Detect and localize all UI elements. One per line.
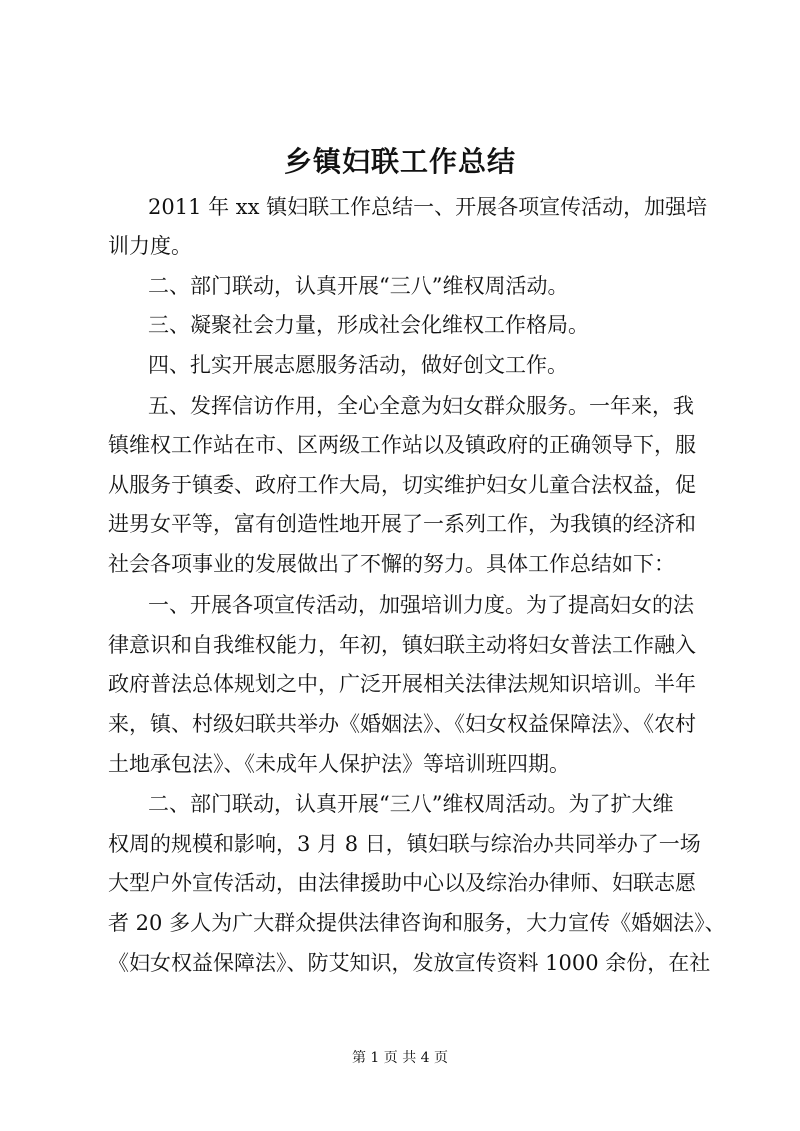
- document-title: 乡镇妇联工作总结: [283, 145, 516, 178]
- text-line: 2011 年 xx 镇妇联工作总结一、开展各项宣传活动，加强培: [148, 195, 708, 219]
- text-line: 三、凝聚社会力量，形成社会化维权工作格局。: [148, 313, 589, 337]
- text-line: 者 20 多人为广大群众提供法律咨询和服务，大力宣传《婚姻法》、: [108, 911, 726, 935]
- text-line: 权周的规模和影响，3 月 8 日，镇妇联与综治办共同举办了一场: [108, 832, 701, 856]
- text-line: 进男女平等，富有创造性地开展了一系列工作，为我镇的经济和: [108, 512, 696, 536]
- text-line: 从服务于镇委、政府工作大局，切实维护妇女儿童合法权益，促: [108, 473, 696, 497]
- text-line: 一、开展各项宣传活动，加强培训力度。为了提高妇女的法: [148, 593, 694, 617]
- page-number: 第 1 页 共 4 页: [351, 1050, 449, 1066]
- text-line: 《妇女权益保障法》、防艾知识，发放宣传资料 1000 余份，在社: [108, 951, 711, 975]
- text-line: 二、部门联动，认真开展“三八”维权周活动。: [148, 274, 569, 298]
- text-line: 五、发挥信访作用，全心全意为妇女群众服务。一年来，我: [148, 394, 694, 418]
- text-line: 政府普法总体规划之中，广泛开展相关法律法规知识培训。半年: [108, 672, 696, 696]
- text-line: 大型户外宣传活动，由法律援助中心以及综治办律师、妇联志愿: [108, 871, 696, 895]
- text-line: 四、扎实开展志愿服务活动，做好创文工作。: [148, 353, 568, 377]
- text-line: 社会各项事业的发展做出了不懈的努力。具体工作总结如下：: [108, 552, 675, 576]
- text-line: 镇维权工作站在市、区两级工作站以及镇政府的正确领导下，服: [108, 433, 696, 457]
- text-line: 律意识和自我维权能力，年初，镇妇联主动将妇女普法工作融入: [108, 633, 696, 657]
- text-line: 土地承包法》、《未成年人保护法》等培训班四期。: [108, 752, 570, 776]
- text-line: 二、部门联动，认真开展“三八”维权周活动。为了扩大维: [148, 792, 674, 816]
- text-line: 训力度。: [108, 234, 192, 258]
- text-line: 来，镇、村级妇联共举办《婚姻法》、《妇女权益保障法》、《农村: [108, 712, 696, 736]
